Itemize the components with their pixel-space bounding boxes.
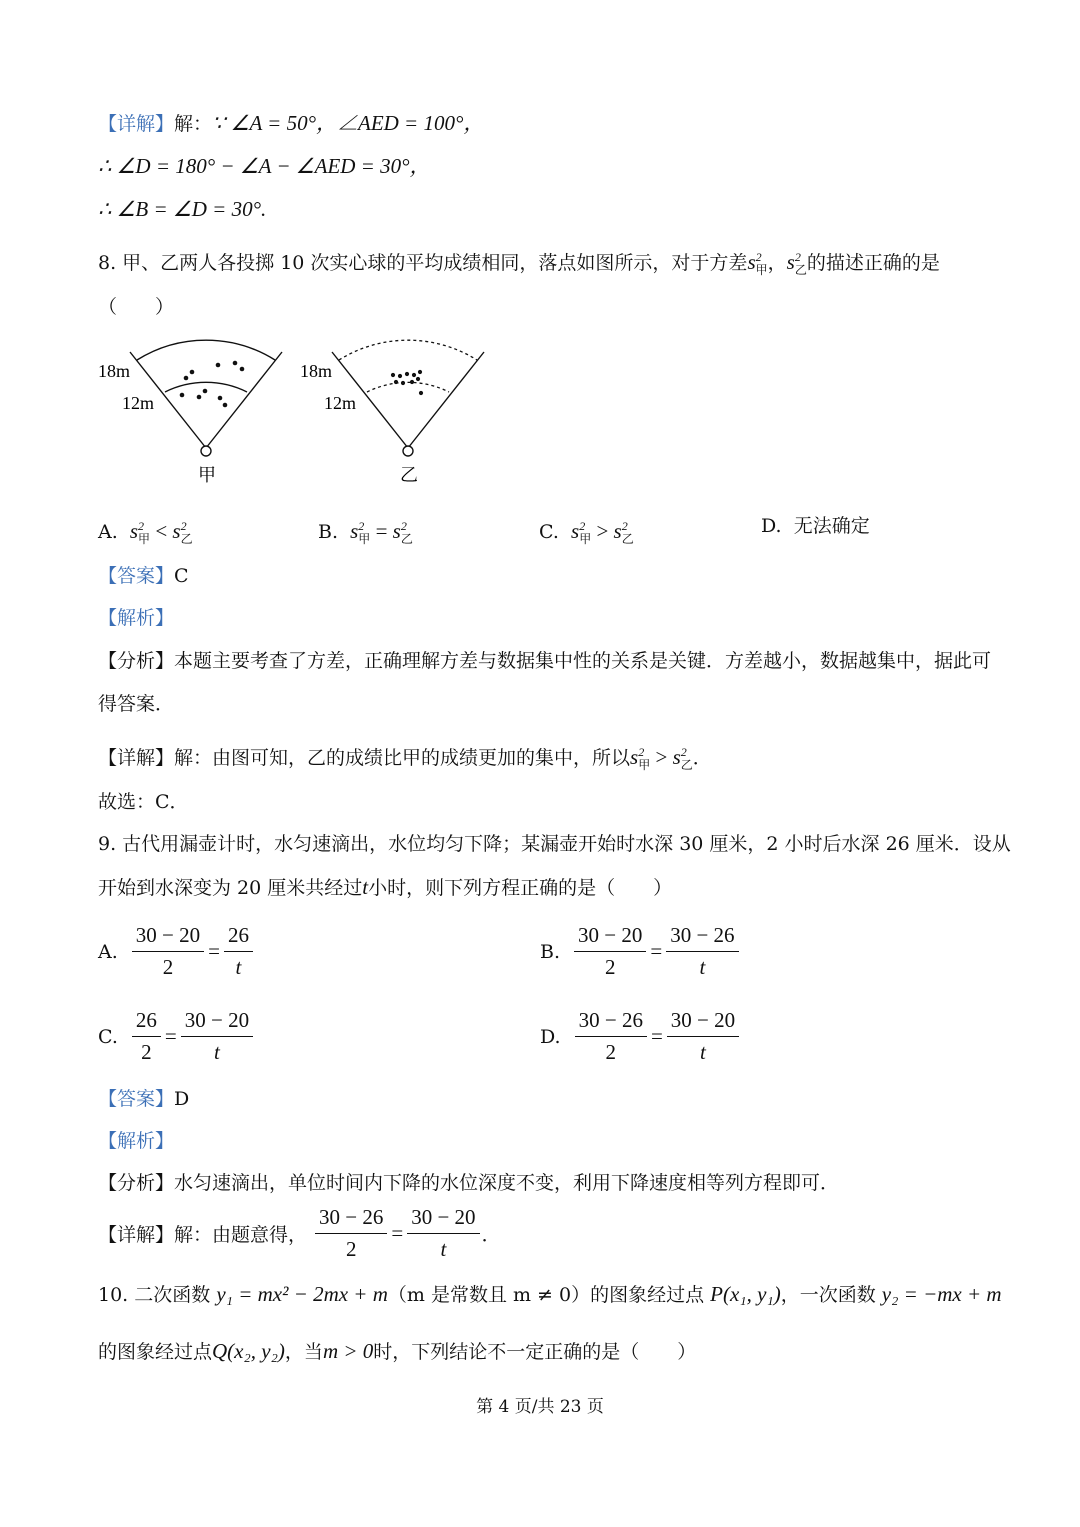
q9-stem-1: 9. 古代用漏壶计时，水匀速滴出，水位均匀下降；某漏壶开始时水深 30 厘米，2 小时后水深 26 厘米．设从 [98,833,1011,855]
q8-option-c[interactable]: C. $s^2_甲 > s^2_乙$ [539,519,634,546]
detail-line-3 [98,195,266,224]
yi-outer-label: 18m [300,361,333,381]
figure-yi [300,340,484,486]
q9-option-d[interactable]: D. $\frac{30 - 26}{2}$ = $\frac{30 - 20}{t}$ [540,1008,741,1065]
q9-detail: 【详解】 解：由题意得， $\frac{30 - 26}{2}$ = $\frac{30 - 20}{t}$ ． [98,1205,501,1261]
q8-detail: 【详解】解：由图可知，乙的成绩比甲的成绩更加的集中，所以$s^2_甲 > s^2_乙$． [98,745,712,772]
detail-line-2 [98,152,431,181]
q8-choice: 故选：C． [98,791,189,813]
q9-answer: 【答案】D [98,1088,190,1110]
jia-inner-label: 12m [122,393,155,413]
q8-option-b[interactable]: B. $s^2_甲 = s^2_乙$ [318,519,413,546]
angle-d-calc: ∴ ∠D = 180° − ∠A − ∠AED = 30°， [98,154,431,178]
q9-fenxi: 【分析】水匀速滴出，单位时间内下降的水位深度不变，利用下降速度相等列方程即可． [98,1172,840,1194]
jia-outer-label: 18m [98,361,131,381]
q9-option-b[interactable]: B. $\frac{30 - 20}{2}$ = $\frac{30 - 26}{t}$ [540,923,741,980]
yi-label: 乙 [400,465,418,486]
detail-line-1 [98,109,484,138]
q10-stem-1: 10. 二次函数 y₁ = mx² − 2mx + m（m 是常数且 m ≠ 0）的图象经过点 P(x₁, y₁)，一次函数 y₂ = −mx + m [98,1282,1002,1306]
detail-tag: 【详解】 [98,113,175,135]
q8-stem-tail: 的描述正确的是 [806,252,940,274]
q9-option-c[interactable]: C. $\frac{26}{2}$ = $\frac{30 - 20}{t}$ [98,1008,255,1065]
q9-option-a[interactable]: A. $\frac{30 - 20}{2}$ = $\frac{26}{t}$ [98,923,255,980]
q8-answer: 【答案】C [98,565,189,587]
angle-given: ∵ ∠A = 50°，∠AED = 100°， [212,111,485,135]
q8-option-a[interactable]: A. $s^2_甲 < s^2_乙$ [98,519,193,546]
angle-b-result: ∴ ∠B = ∠D = 30°. [98,197,267,221]
q9-stem-2: 开始到水深变为 20 厘米共经过t小时，则下列方程正确的是（ ） [98,875,673,899]
q8-stem: 8. 甲、乙两人各投掷 10 次实心球的平均成绩相同，落点如图所示，对于方差$s^2_甲$，$s^2_乙$的描述正确的是 [98,250,940,277]
page-footer: 第 4 页/共 23 页 [476,1397,604,1417]
q8-figure [94,338,514,488]
q8-fenxi-2: 得答案． [98,693,175,715]
q8-analysis-tag: 【解析】 [98,607,175,629]
q8-stem-text: 8. 甲、乙两人各投掷 10 次实心球的平均成绩相同，落点如图所示，对于方差 [98,252,748,274]
yi-inner-label: 12m [324,393,357,413]
detail-prefix: 解： [174,113,213,135]
q8-option-d[interactable]: D. 无法确定 [761,515,870,537]
q10-stem-2: 的图象经过点Q(x₂, y₂)，当m > 0时，下列结论不一定正确的是（ ） [98,1339,697,1363]
q9-analysis-tag: 【解析】 [98,1130,175,1152]
jia-label: 甲 [198,465,216,486]
figure-jia [98,340,282,486]
q8-paren: （ ） [98,296,175,318]
q8-fenxi-1: 【分析】本题主要考查了方差，正确理解方差与数据集中性的关系是关键．方差越小，数据越集中，据此可 [98,650,992,672]
